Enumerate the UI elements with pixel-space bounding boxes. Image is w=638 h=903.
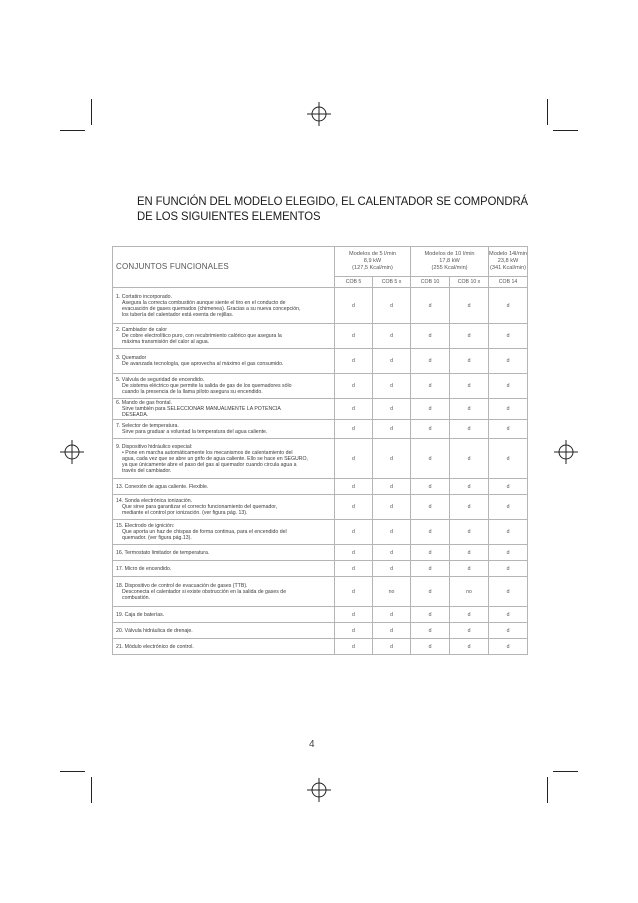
availability-cell: d (489, 288, 528, 324)
table-row (113, 374, 528, 399)
availability-cell: d (335, 479, 373, 495)
component-detail: DESEADA. (122, 412, 149, 418)
availability-cell: d (450, 349, 489, 374)
component-detail: Sirve para graduar a voluntad la temperatura del agua caliente. (122, 429, 268, 435)
availability-cell: d (489, 623, 528, 639)
availability-cell: d (411, 520, 450, 545)
component-detail: De cobre electrolítico puro, con recubrimiento calórico que asegura la (122, 333, 282, 339)
component-detail: mediante el control por ionización. (ver figura pág. 13). (122, 510, 248, 516)
group-header-5l: Modelos de 5 l/min 8,9 kW (127,5 Kcal/min) (335, 247, 411, 277)
component-detail: agua, cada vez que se abre un grifo de agua caliente. Ello se hace en SEGURO, (122, 455, 309, 462)
component-description (113, 607, 335, 623)
component-name: 15. Electrodo de ignición: (116, 523, 175, 529)
availability-cell: d (450, 288, 489, 324)
component-detail: máxima transmisión del calor al agua. (122, 339, 210, 345)
availability-cell: d (411, 324, 450, 349)
availability-cell: d (489, 545, 528, 561)
component-name: 6. Mando de gas frontal. (116, 400, 172, 406)
availability-cell: d (373, 479, 411, 495)
availability-cell: d (335, 324, 373, 349)
component-name: 18. Dispositivo de control de evacuación de gases (TTB). (116, 582, 248, 589)
component-detail: De sistema eléctrico que permite la salida de gas de los quemadores sólo (122, 383, 292, 389)
group-header-10l: Modelos de 10 l/min 17,8 kW (255 Kcal/min) (411, 247, 489, 277)
component-detail: Asegura la correcta combustión aunque siente el tiro en el conducto de (122, 299, 286, 306)
heading-line-2: DE LOS SIGUIENTES ELEMENTOS (137, 209, 321, 223)
availability-cell: no (373, 577, 411, 607)
table-row (113, 607, 528, 623)
registration-mark (307, 102, 331, 126)
component-name: 14. Sonda electrónica ionización. (116, 498, 193, 504)
availability-cell: d (373, 439, 411, 479)
crop-mark (91, 99, 92, 125)
component-detail: Que sirve para garantizar el correcto funcionamiento del quemador, (122, 504, 278, 510)
availability-cell: d (335, 639, 373, 655)
group-header-14l: Modelo 14l/min 23,8 kW (341 Kcal/min) (489, 247, 528, 277)
component-name: 3. Quemador (116, 355, 147, 361)
availability-cell: d (335, 399, 373, 420)
availability-cell: d (450, 607, 489, 623)
availability-cell: d (450, 439, 489, 479)
availability-cell: d (450, 561, 489, 577)
availability-cell: d (411, 420, 450, 439)
availability-cell: d (450, 420, 489, 439)
table-row (113, 399, 528, 420)
availability-cell: d (373, 374, 411, 399)
availability-cell: d (450, 479, 489, 495)
availability-cell: d (335, 288, 373, 324)
crop-mark (553, 130, 578, 131)
availability-cell: d (489, 561, 528, 577)
crop-mark (60, 130, 85, 131)
component-name: 21. Módulo electrónico de control. (116, 643, 194, 650)
availability-cell: d (411, 374, 450, 399)
availability-cell: d (411, 577, 450, 607)
table-row (113, 324, 528, 349)
availability-cell: d (450, 399, 489, 420)
availability-cell: d (373, 607, 411, 623)
availability-cell: d (411, 495, 450, 520)
component-description (113, 577, 335, 607)
component-description (113, 324, 335, 349)
table-row (113, 561, 528, 577)
component-detail: través del cambiador. (122, 467, 172, 474)
table-row (113, 420, 528, 439)
component-description (113, 420, 335, 439)
availability-cell: d (373, 545, 411, 561)
component-description (113, 288, 335, 324)
component-name: 7. Selector de temperatura. (116, 423, 179, 429)
component-description (113, 623, 335, 639)
availability-cell: d (335, 607, 373, 623)
crop-mark (547, 99, 548, 125)
registration-mark (307, 778, 331, 802)
availability-cell: d (411, 439, 450, 479)
registration-mark (554, 440, 578, 464)
component-detail: De avanzada tecnología, que aprovecha al máximo el gas consumido. (122, 361, 284, 367)
availability-cell: d (450, 324, 489, 349)
availability-cell: d (373, 288, 411, 324)
component-description (113, 520, 335, 545)
component-name: 16. Termostato limitador de temperatura. (116, 549, 210, 556)
component-name: 13. Conexión de agua caliente. Flexible. (116, 483, 209, 490)
crop-mark (553, 771, 578, 772)
model-header: COB 5 x (373, 277, 411, 288)
table-header-row (113, 247, 528, 277)
component-detail: quemador. (ver figura pág.13). (122, 535, 192, 541)
component-name: 20. Válvula hidráulica de drenaje. (116, 627, 193, 634)
model-header: COB 5 (335, 277, 373, 288)
availability-cell: d (335, 561, 373, 577)
model-header: COB 14 (489, 277, 528, 288)
availability-cell: d (489, 607, 528, 623)
availability-cell: d (489, 349, 528, 374)
page-number: 4 (309, 739, 315, 750)
availability-cell: d (411, 639, 450, 655)
component-description (113, 639, 335, 655)
component-name: 17. Micro de encendido. (116, 565, 172, 572)
availability-cell: d (335, 439, 373, 479)
availability-cell: d (373, 623, 411, 639)
table-row (113, 545, 528, 561)
availability-cell: d (411, 399, 450, 420)
availability-cell: d (489, 420, 528, 439)
component-detail: • Pone en marcha automáticamente los mecanismos de calentamiento del (122, 449, 293, 456)
availability-cell: d (489, 374, 528, 399)
table-row (113, 288, 528, 324)
availability-cell: d (411, 479, 450, 495)
section-heading (137, 194, 528, 224)
availability-cell: d (450, 639, 489, 655)
availability-cell: d (450, 623, 489, 639)
table-row (113, 349, 528, 374)
availability-cell: d (489, 324, 528, 349)
component-name: 1. Cortatiro incorporado. (116, 293, 172, 300)
availability-cell: d (411, 349, 450, 374)
availability-cell: d (335, 577, 373, 607)
availability-cell: d (373, 639, 411, 655)
availability-cell: d (450, 520, 489, 545)
availability-cell: d (335, 495, 373, 520)
availability-cell: d (335, 520, 373, 545)
component-detail: ya que únicamente abre el paso del gas al quemador cuando circula agua a (122, 461, 297, 468)
table-row (113, 520, 528, 545)
crop-mark (91, 777, 92, 803)
component-detail: Sirve también para SELECCIONAR MANUALMENTE LA POTENCIA (122, 406, 281, 412)
availability-cell: d (335, 545, 373, 561)
table-row (113, 479, 528, 495)
component-detail: combustión. (122, 594, 150, 601)
component-description (113, 561, 335, 577)
registration-mark (60, 440, 84, 464)
heading-line-1: EN FUNCIÓN DEL MODELO ELEGIDO, EL CALENTADOR SE COMPONDRÁ (137, 194, 528, 208)
component-name: 2. Cambiador de calor (116, 327, 168, 333)
table-row (113, 439, 528, 479)
crop-mark (60, 771, 85, 772)
component-name: 9. Dispositivo hidráulico especial: (116, 443, 193, 450)
availability-cell: d (373, 495, 411, 520)
availability-cell: d (489, 479, 528, 495)
availability-cell: d (450, 545, 489, 561)
availability-cell: d (450, 495, 489, 520)
component-detail: cuando la presencia de la llama piloto asegura su encendido. (122, 389, 263, 395)
table-row (113, 623, 528, 639)
component-detail: evacuación de gases quemados (chimenea). Gracias a su nueva concepción, (122, 305, 301, 312)
component-name: 5. Válvula de seguridad de encendido. (116, 377, 205, 383)
availability-cell: d (373, 324, 411, 349)
availability-cell: d (411, 288, 450, 324)
availability-cell: d (489, 577, 528, 607)
availability-cell: d (335, 349, 373, 374)
availability-cell: d (411, 561, 450, 577)
availability-cell: d (335, 374, 373, 399)
component-description (113, 349, 335, 374)
availability-cell: d (411, 607, 450, 623)
availability-cell: d (373, 420, 411, 439)
model-header: COB 10 (411, 277, 450, 288)
availability-cell: d (373, 399, 411, 420)
component-detail: los tubería del calentador está exenta de rejillas. (122, 311, 234, 318)
availability-cell: d (373, 349, 411, 374)
availability-cell: d (450, 374, 489, 399)
table-row (113, 577, 528, 607)
component-detail: Que aporta un haz de chispas de forma continua, para el encendido del (122, 529, 287, 535)
component-description (113, 495, 335, 520)
availability-cell: d (335, 420, 373, 439)
component-name: 19. Caja de baterías. (116, 611, 165, 618)
model-header: COB 10 x (450, 277, 489, 288)
availability-cell: d (373, 561, 411, 577)
availability-cell: d (411, 545, 450, 561)
component-description (113, 374, 335, 399)
availability-cell: d (489, 520, 528, 545)
component-description (113, 545, 335, 561)
availability-cell: d (373, 520, 411, 545)
availability-cell: d (335, 623, 373, 639)
component-description (113, 439, 335, 479)
component-description (113, 479, 335, 495)
table-row (113, 495, 528, 520)
functional-components-table (112, 246, 528, 655)
table-row (113, 639, 528, 655)
crop-mark (547, 777, 548, 803)
availability-cell: d (411, 623, 450, 639)
component-detail: Desconecta el calentador si existe obstrucción en la salida de gases de (122, 588, 287, 595)
availability-cell: d (489, 495, 528, 520)
component-description (113, 399, 335, 420)
table-title: CONJUNTOS FUNCIONALES (113, 247, 335, 288)
availability-cell: d (489, 399, 528, 420)
availability-cell: no (450, 577, 489, 607)
availability-cell: d (489, 439, 528, 479)
availability-cell: d (489, 639, 528, 655)
